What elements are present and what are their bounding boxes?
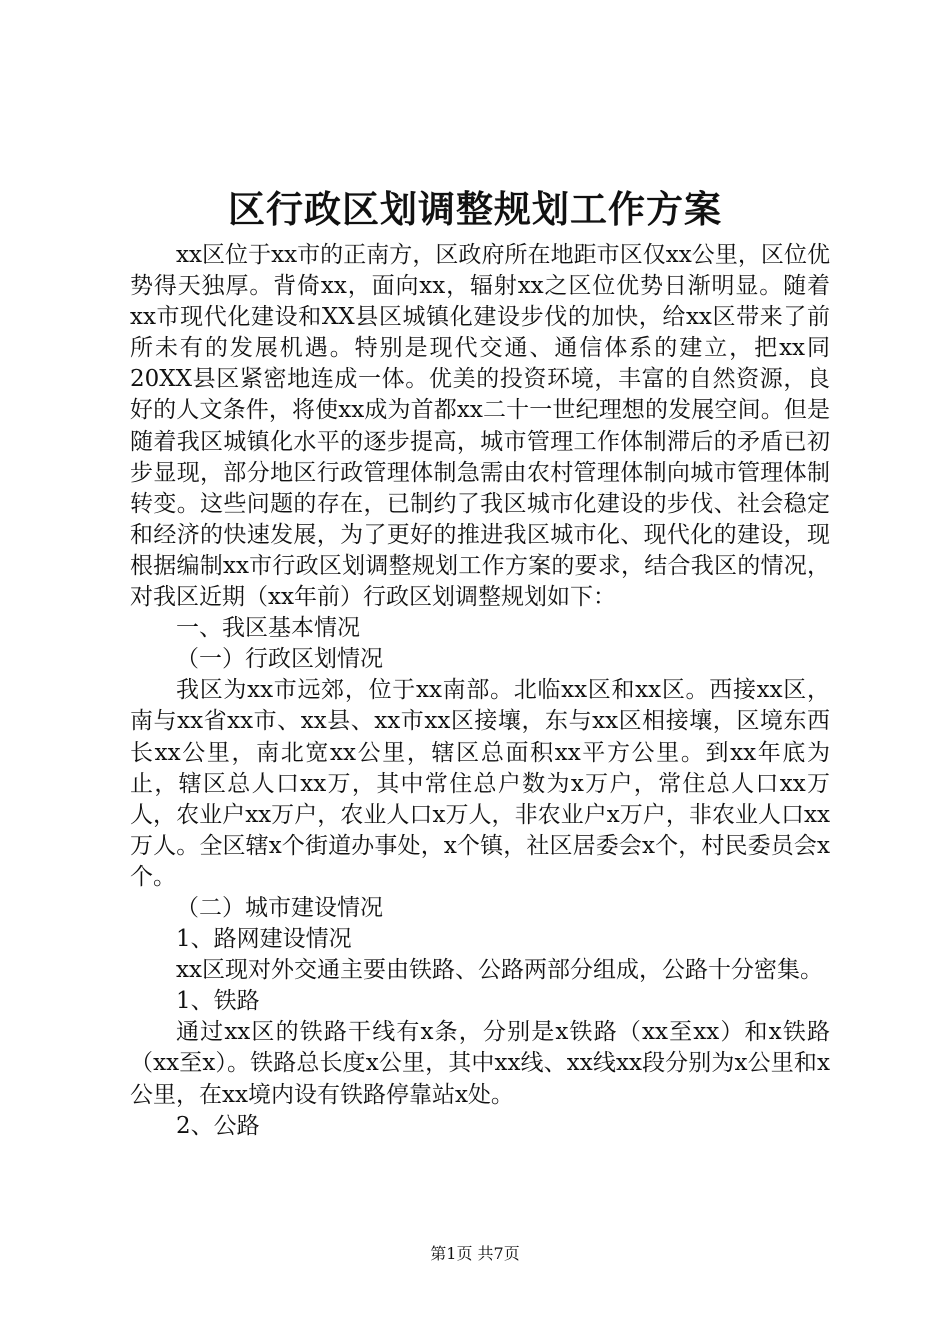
item-heading-railway: 1、铁路 [176, 988, 260, 1015]
intro-paragraph: xx区位于xx市的正南方，区政府所在地距市区仅xx公里，区位优势得天独厚。背倚xx，面向xx，辐射xx之区位优势日渐明显。随着xx市现代化建设和XX县区城镇化建设步伐的加快，给xx区带来了前所未有的发展机遇。特别是现代交通、通信体系的建立，把xx同20XX县区紧密地连成一体。优美的投资环境，丰富的自然资源，良好的人文条件，将使xx成为首都xx二十一世纪理想的发展空间。但是随着我区城镇化水平的逐步提高，城市管理工作体制滞后的矛盾已初步显现，部分地区行政管理体制急需由农村管理体制向城市管理体制转变。这些问题的存在，已制约了我区城市化建设的步伐、社会稳定和经济的快速发展，为了更好的推进我区城市化、现代化的建设，现根据编制xx市行政区划调整规划工作方案的要求，结合我区的情况，对我区近期（xx年前）行政区划调整规划如下： [130, 242, 830, 611]
document-title: 区行政区划调整规划工作方案 [228, 187, 722, 231]
railway-paragraph: 通过xx区的铁路干线有x条，分别是x铁路（xx至xx）和x铁路（xx至x）。铁路总长度x公里，其中xx线、xx线xx段分别为x公里和x公里，在xx境内设有铁路停靠站x处。 [130, 1019, 830, 1108]
section-heading-basic-info: 一、我区基本情况 [176, 615, 360, 642]
subsection-heading-admin-division: （一）行政区划情况 [176, 646, 383, 673]
subsection-heading-urban-construction: （二）城市建设情况 [176, 894, 383, 921]
road-network-paragraph: xx区现对外交通主要由铁路、公路两部分组成，公路十分密集。 [176, 957, 823, 984]
document-body [130, 240, 830, 1142]
item-heading-road-network: 1、路网建设情况 [176, 926, 352, 953]
page-number-footer: 第1页 共7页 [430, 1244, 520, 1263]
admin-division-paragraph: 我区为xx市远郊，位于xx南部。北临xx区和xx区。西接xx区，南与xx省xx市、xx县、xx市xx区接壤，东与xx区相接壤，区境东西长xx公里，南北宽xx公里，辖区总面积xx平方公里。到xx年底为止，辖区总人口xx万，其中常住总户数为x万户，常住总人口xx万人，农业户xx万户，农业人口x万人，非农业户x万户，非农业人口xx万人。全区辖x个街道办事处，x个镇，社区居委会x个，村民委员会x个。 [130, 677, 830, 890]
item-heading-highway: 2、公路 [176, 1112, 260, 1139]
